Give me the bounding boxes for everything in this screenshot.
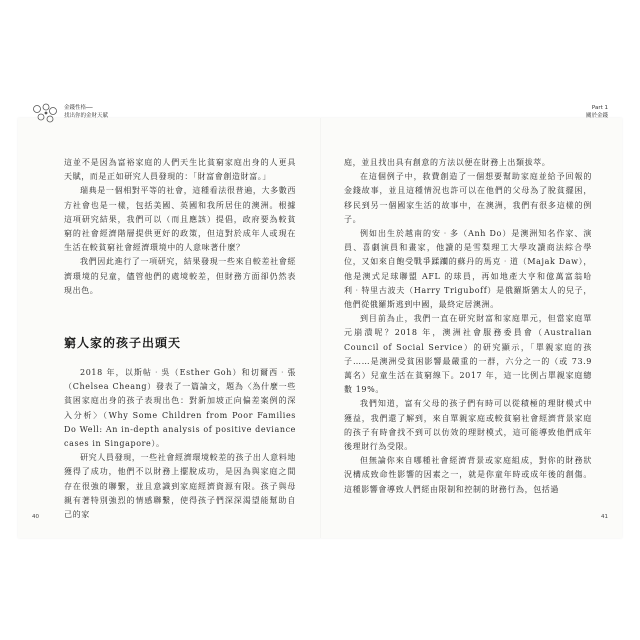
paragraph: 例如出生於越南的安‧多（Anh Do）是澳洲知名作家、演員、喜劇演員和畫家，他讀的是雪梨理工大學攻讀商法綜合學位，又如來自飽受戰爭蹂躪的蘇丹的馬克‧道（Majak Daw），他是澳式足球聯盟 AFL 的球員，再如地產大亨和億萬富翁哈利‧特里古波夫（Harry Triguboff）是俄羅斯猶太人的兒子，他們從俄羅斯逃到中國，最終定居澳洲。 bbox=[344, 229, 592, 310]
paragraph: 到目前為止，我們一直在研究財富和家庭單元，但當家庭單元崩潰呢？2018 年，澳洲社會服務委員會（Australian Council of Social Service）的研究顯示，「單親家庭的孩子……是澳洲受貧困影響最嚴重的一群，六分之一的（或 73.9 萬名）兒童生活在貧窮線下。2017 年，這一比例占單親家庭總數 19%。 bbox=[344, 314, 592, 395]
paragraph: 這並不是因為富裕家庭的人們天生比貧窮家庭出身的人更具天賦，而是正如研究人員發現的：「財富會創造財富。」 bbox=[64, 158, 296, 182]
page-number-left: 40 bbox=[32, 514, 39, 520]
book-subtitle: 找出你的金財天賦 bbox=[64, 113, 109, 119]
paragraph: 庭，並且找出具有創意的方法以便在財務上出類拔萃。 bbox=[344, 158, 551, 167]
left-page bbox=[18, 105, 320, 538]
right-body bbox=[344, 156, 592, 497]
book-logo-icon bbox=[32, 102, 60, 126]
paragraph: 但無論你來自哪種社會經濟背景或家庭組成，對你的財務狀況構成致命性影響的因素之一，就是你童年時或成年後的創傷。這種影響會導致人們經由限制和控制的財務行為，包括過 bbox=[344, 456, 592, 494]
paragraph: 在這個例子中，救費創造了一個想要幫助家庭並給予回報的金錢故事，並且這種情況也許可以在他們的父母為了脫貧擺困，移民到另一個國家生活的故事中，在澳洲，我們有很多這樣的例子。 bbox=[344, 172, 592, 224]
paragraph: 2018 年，以斯帖‧吳（Esther Goh）和切爾西‧張（Chelsea Cheang）發表了一篇論文，題為〈為什麼一些貧困家庭出身的孩子表現出色：對新加坡正向偏差案例的深入分析〉（Why Some Children from Poor Families Do Well: An in-depth analysis of positive deviance cases in Singapore）。 bbox=[64, 368, 296, 449]
part-label: Part 1 bbox=[591, 105, 608, 111]
paragraph: 我們知道，富有父母的孩子們有時可以從積極的理財模式中獲益，我們還了解到，來自單親家庭或較貧窮社會經濟背景家庭的孩子有時會找不到可以仿效的理財模式，這可能導致他們成年後理財行為受限。 bbox=[344, 399, 592, 452]
book-gutter bbox=[320, 118, 321, 538]
page-number-right: 41 bbox=[601, 514, 608, 520]
left-body-bottom bbox=[64, 366, 296, 522]
left-body-top bbox=[64, 156, 296, 298]
right-page bbox=[320, 105, 622, 538]
paragraph: 研究人員發現，一些社會經濟環境較差的孩子出人意料地獲得了成功，他們不以財務上擺脫成功，是因為與家庭之間存在很強的聯繫，並且意識到家庭經濟資源有限。孩子與母親有著特別強烈的情感聯繫，使得孩子們深深渴望能幫助自己的家 bbox=[64, 453, 296, 520]
running-header-part bbox=[586, 104, 608, 120]
part-title: 關於金錢 bbox=[585, 113, 608, 119]
book-title: 金錢性格── bbox=[64, 105, 93, 111]
paragraph: 我們因此進行了一項研究，結果發現一些來自較差社會經濟環境的兒童，儘管他們的處境較差，但財務方面卻仍然表現出色。 bbox=[64, 257, 296, 295]
running-header-book bbox=[64, 104, 108, 120]
paragraph: 瑞典是一個相對平等的社會，這種看法很普遍，大多數西方社會也是一樣，包括美國、英國和我所居住的澳洲。根據這項研究結果，我們可以（而且應該）提倡，政府要為較貧窮的社會經濟階層提供更好的政策，但這對於成年人或現在生活在較貧窮社會經濟環境中的人意味著什麼？ bbox=[64, 186, 296, 253]
section-heading: 窮人家的孩子出頭天 bbox=[64, 336, 182, 350]
